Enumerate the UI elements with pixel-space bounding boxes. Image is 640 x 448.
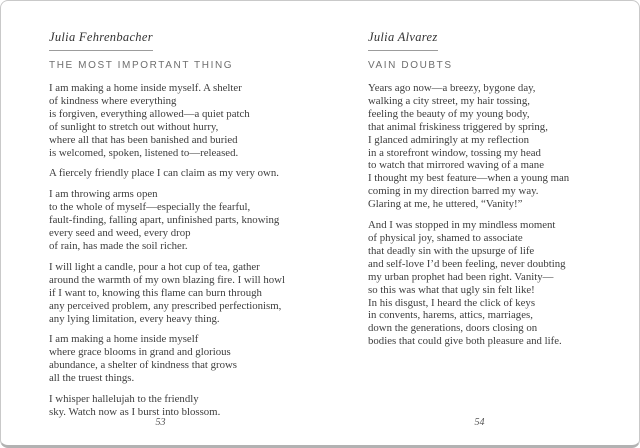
poem-line: And I was stopped in my mindless moment xyxy=(368,219,556,232)
poem-body-left xyxy=(49,82,312,419)
poem-line: of physical joy, shamed to associate xyxy=(368,231,523,244)
poem-line: I whisper hallelujah to the friendly xyxy=(49,393,199,406)
poem-stanza xyxy=(49,333,312,385)
poem-line: I am making a home inside myself xyxy=(49,333,199,346)
poem-line: walking a city street, my hair tossing, xyxy=(368,94,530,107)
poem-line: of kindness where everything xyxy=(49,94,177,107)
poem-stanza xyxy=(368,82,631,211)
poem-line: I will light a candle, pour a hot cup of tea, gather xyxy=(49,260,260,273)
poem-line: is welcomed, spoken, listened to—released. xyxy=(49,146,239,159)
poem-line: sky. Watch now as I burst into blossom. xyxy=(49,405,221,418)
poem-line: my urban prophet had been right. Vanity— xyxy=(368,270,554,283)
poem-line: of rain, has made the soil richer. xyxy=(49,239,188,252)
poem-title-right: VAIN DOUBTS xyxy=(368,60,453,71)
poem-stanza xyxy=(49,261,312,326)
poem-stanza xyxy=(368,219,631,348)
poem-stanza xyxy=(49,393,312,419)
poem-line: down the generations, doors closing on xyxy=(368,322,538,335)
poem-line: if I want to, knowing this flame can burn through xyxy=(49,286,262,299)
poem-line: feeling the beauty of my young body, xyxy=(368,107,530,120)
poem-line: is forgiven, everything allowed—a quiet patch xyxy=(49,107,250,120)
poem-line: coming in my direction barred my way. xyxy=(368,185,539,198)
poem-line: of sunlight to stretch out without hurry, xyxy=(49,120,219,133)
poem-stanza xyxy=(49,188,312,253)
poem-line: around the warmth of my own blazing fire. I will howl xyxy=(49,273,285,286)
right-page-header xyxy=(368,28,631,71)
left-page-header xyxy=(49,28,312,71)
poem-line: In his disgust, I heard the click of keys xyxy=(368,296,536,309)
poem-stanza xyxy=(49,167,312,180)
poem-line: to the whole of myself—especially the fearful, xyxy=(49,201,251,214)
poem-line: in a storefront window, tossing my head xyxy=(368,146,541,159)
poem-line: any lying limitation, every heavy thing. xyxy=(49,312,220,325)
poem-title-left: THE MOST IMPORTANT THING xyxy=(49,60,234,71)
poem-line: I am making a home inside myself. A shelter xyxy=(49,82,242,94)
poem-line: abundance, a shelter of kindness that grows xyxy=(49,359,237,372)
poem-line: I glanced admiringly at my reflection xyxy=(368,133,529,146)
poem-line: Years ago now—a breezy, bygone day, xyxy=(368,82,536,94)
poem-line: where grace blooms in grand and glorious xyxy=(49,346,231,359)
poem-line: any perceived problem, any prescribed perfectionism, xyxy=(49,299,282,312)
poem-line: to watch that mirrored waving of a mane xyxy=(368,159,544,172)
poem-line: and self-love I’d been feeling, never doubting xyxy=(368,257,566,270)
author-name-left: Julia Fehrenbacher xyxy=(49,30,153,51)
page-number-left: 53 xyxy=(155,417,166,428)
poem-line: bodies that could give both pleasure and life. xyxy=(368,335,562,348)
poem-line: fault-finding, falling apart, unfinished parts, knowing xyxy=(49,214,280,227)
poem-stanza xyxy=(49,82,312,159)
poem-line: A fiercely friendly place I can claim as my very own. xyxy=(49,167,279,180)
right-page xyxy=(320,1,639,445)
poem-body-right xyxy=(368,82,631,348)
poem-line: I am throwing arms open xyxy=(49,188,158,201)
author-name-right: Julia Alvarez xyxy=(368,30,438,51)
poem-line: I thought my best feature—when a young man xyxy=(368,172,570,185)
poem-line: that deadly sin with the upsurge of life xyxy=(368,244,535,257)
poem-line: Glaring at me, he uttered, “Vanity!” xyxy=(368,198,523,211)
page-number-right: 54 xyxy=(474,417,485,428)
poem-line: all the truest things. xyxy=(49,372,135,385)
poem-line: in convents, harems, attics, marriages, xyxy=(368,309,533,322)
poem-line: every seed and weed, every drop xyxy=(49,227,191,240)
poem-line: so this was what that ugly sin felt like! xyxy=(368,283,535,296)
poem-line: that animal friskiness triggered by spring, xyxy=(368,120,548,133)
left-page xyxy=(1,1,320,445)
poem-line: where all that has been banished and buried xyxy=(49,133,238,146)
